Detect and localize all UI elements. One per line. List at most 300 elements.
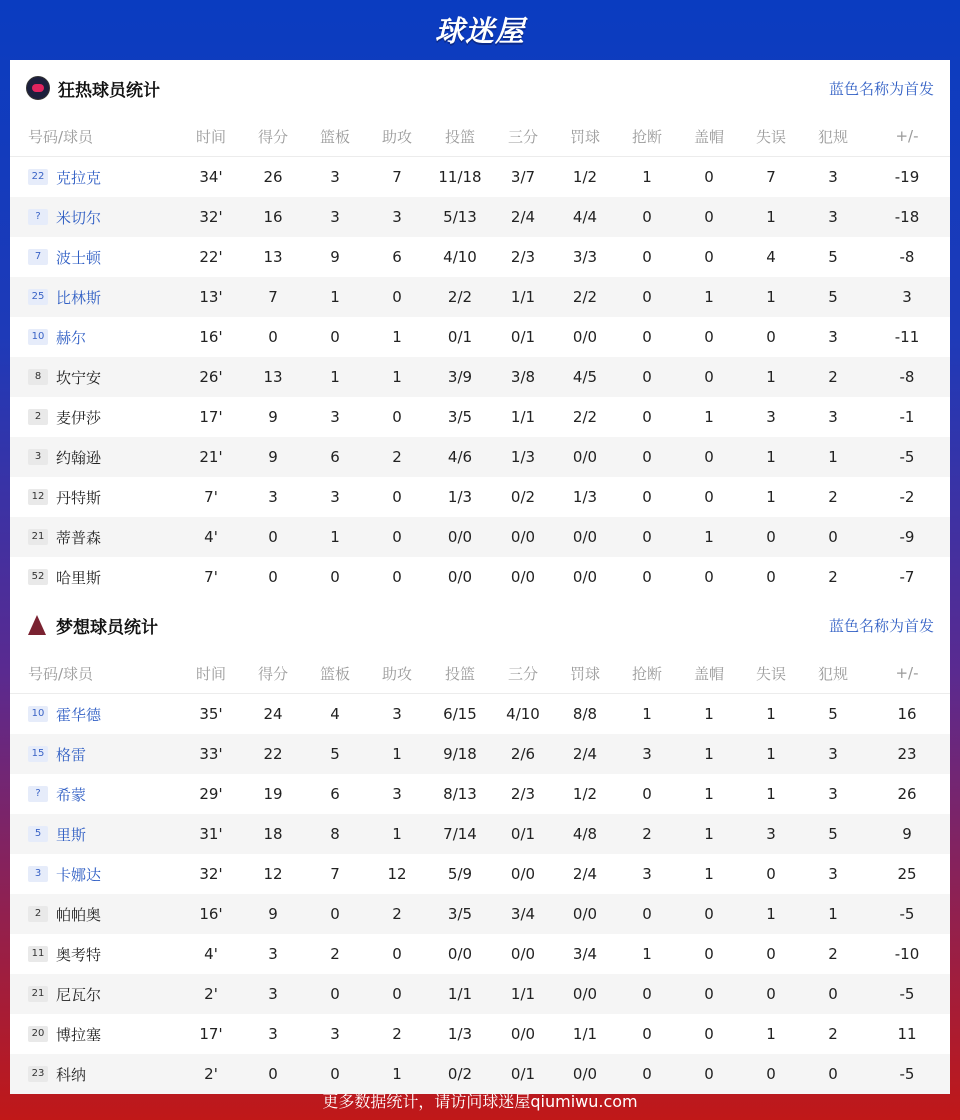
stat-fg: 11/18 (438, 168, 482, 186)
table-row (10, 854, 950, 894)
stat-steals: 0 (642, 408, 652, 426)
table-header-row (10, 653, 950, 694)
footer-promo-text: 更多数据统计，请访问球迷屋qiumiwu.com (322, 1091, 638, 1111)
stat-plus-minus: 9 (902, 825, 912, 843)
stat-turnovers: 0 (766, 528, 776, 546)
stat-3pt: 0/1 (510, 328, 536, 346)
stat-turnovers: 3 (766, 408, 776, 426)
stat-3pt: 1/3 (510, 448, 536, 466)
table-row (10, 237, 950, 277)
stat-steals: 0 (642, 985, 652, 1003)
jersey-number-badge: 10 (28, 329, 48, 345)
player-cell (10, 527, 180, 548)
player-cell (10, 407, 180, 428)
stat-minutes: 31' (199, 825, 223, 843)
stat-fg: 9/18 (443, 745, 477, 763)
stat-points: 9 (268, 905, 278, 923)
player-cell (10, 287, 180, 308)
stat-points: 3 (268, 1025, 278, 1043)
jersey-number-badge: 2 (28, 409, 48, 425)
stat-ft: 0/0 (572, 985, 598, 1003)
stat-minutes: 4' (204, 945, 218, 963)
stat-minutes: 4' (204, 528, 218, 546)
stat-fouls: 3 (828, 208, 838, 226)
player-name[interactable]: 波士顿 (56, 248, 102, 267)
stat-rebounds: 1 (330, 288, 340, 306)
stat-minutes: 16' (199, 905, 223, 923)
table-row (10, 814, 950, 854)
player-cell (10, 567, 180, 588)
stat-plus-minus: -7 (899, 568, 915, 586)
stat-rebounds: 7 (330, 865, 340, 883)
stat-fouls: 1 (828, 905, 838, 923)
col-header-plus-minus: +/- (895, 127, 919, 145)
jersey-number-badge: ? (28, 209, 48, 225)
starter-legend-note: 蓝色名称为首发 (828, 616, 934, 635)
stat-3pt: 2/3 (510, 248, 536, 266)
jersey-number-badge: 11 (28, 946, 48, 962)
player-name[interactable]: 霍华德 (56, 705, 102, 724)
jersey-number-badge: 7 (28, 249, 48, 265)
player-cell (10, 327, 180, 348)
player-rows (10, 157, 950, 597)
player-cell (10, 367, 180, 388)
stat-steals: 0 (642, 785, 652, 803)
table-row (10, 477, 950, 517)
stat-minutes: 33' (199, 745, 223, 763)
stat-steals: 0 (642, 328, 652, 346)
stat-points: 0 (268, 328, 278, 346)
starter-legend-note: 蓝色名称为首发 (828, 79, 934, 98)
col-header-3pt: 三分 (507, 664, 538, 683)
stat-assists: 12 (387, 865, 407, 883)
stat-steals: 2 (642, 825, 652, 843)
stat-ft: 4/5 (572, 368, 598, 386)
stat-fouls: 3 (828, 785, 838, 803)
stat-fouls: 2 (828, 945, 838, 963)
stat-assists: 3 (392, 208, 402, 226)
player-name[interactable]: 希蒙 (56, 785, 87, 804)
jersey-number-badge: 8 (28, 369, 48, 385)
col-header-fouls: 犯规 (817, 664, 848, 683)
brand-header (0, 0, 960, 58)
brand-logo-text: 球迷屋 (434, 13, 525, 48)
stat-blocks: 1 (704, 528, 714, 546)
jersey-number-badge: 20 (28, 1026, 48, 1042)
stat-blocks: 0 (704, 985, 714, 1003)
stat-fouls: 5 (828, 248, 838, 266)
stat-blocks: 1 (704, 745, 714, 763)
stat-blocks: 0 (704, 328, 714, 346)
stat-steals: 0 (642, 208, 652, 226)
stat-minutes: 2' (204, 985, 218, 1003)
stat-plus-minus: -19 (894, 168, 920, 186)
stat-minutes: 16' (199, 328, 223, 346)
stat-fouls: 2 (828, 368, 838, 386)
stat-points: 13 (263, 368, 283, 386)
table-row (10, 557, 950, 597)
stat-fouls: 3 (828, 168, 838, 186)
stat-3pt: 0/0 (510, 1025, 536, 1043)
jersey-number-badge: 21 (28, 986, 48, 1002)
stat-fg: 2/2 (447, 288, 473, 306)
stat-minutes: 26' (199, 368, 223, 386)
player-rows (10, 694, 950, 1094)
stat-blocks: 1 (704, 825, 714, 843)
col-header-rebounds: 篮板 (319, 127, 350, 146)
stat-assists: 0 (392, 288, 402, 306)
player-name[interactable]: 卡娜达 (56, 865, 102, 884)
player-name[interactable]: 米切尔 (56, 208, 102, 227)
stat-plus-minus: -5 (899, 448, 915, 466)
player-name[interactable]: 比林斯 (56, 288, 102, 307)
player-name[interactable]: 格雷 (56, 745, 87, 764)
stat-plus-minus: 25 (897, 865, 917, 883)
player-cell (10, 447, 180, 468)
stat-plus-minus: 16 (897, 705, 917, 723)
stat-3pt: 3/7 (510, 168, 536, 186)
stat-ft: 4/4 (572, 208, 598, 226)
stat-rebounds: 6 (330, 448, 340, 466)
stat-points: 22 (263, 745, 283, 763)
table-row (10, 197, 950, 237)
stat-blocks: 0 (704, 208, 714, 226)
table-header-row (10, 116, 950, 157)
team-stats-title: 梦想球员统计 (56, 617, 158, 638)
stat-fouls: 3 (828, 745, 838, 763)
col-header-3pt: 三分 (507, 127, 538, 146)
stat-blocks: 1 (704, 865, 714, 883)
stat-turnovers: 4 (766, 248, 776, 266)
col-header-plus-minus: +/- (895, 664, 919, 682)
stat-rebounds: 0 (330, 568, 340, 586)
stat-fg: 3/5 (447, 905, 473, 923)
stat-assists: 1 (392, 825, 402, 843)
stat-steals: 1 (642, 168, 652, 186)
stat-steals: 0 (642, 248, 652, 266)
stat-turnovers: 1 (766, 1025, 776, 1043)
stat-fg: 4/10 (443, 248, 477, 266)
stat-steals: 1 (642, 705, 652, 723)
stat-minutes: 32' (199, 865, 223, 883)
stat-ft: 1/1 (572, 1025, 598, 1043)
table-row (10, 934, 950, 974)
player-name[interactable]: 赫尔 (56, 328, 87, 347)
stat-points: 0 (268, 528, 278, 546)
stat-points: 3 (268, 945, 278, 963)
stat-fouls: 2 (828, 1025, 838, 1043)
table-row (10, 734, 950, 774)
team-stats-table-fever (10, 116, 950, 597)
table-row (10, 1014, 950, 1054)
player-name: 帕帕奥 (56, 905, 102, 924)
jersey-number-badge: 15 (28, 746, 48, 762)
stat-rebounds: 8 (330, 825, 340, 843)
jersey-number-badge: 10 (28, 706, 48, 722)
stat-points: 12 (263, 865, 283, 883)
team-title-group (26, 76, 160, 101)
stat-assists: 0 (392, 408, 402, 426)
table-row (10, 774, 950, 814)
stat-fouls: 5 (828, 705, 838, 723)
stat-assists: 2 (392, 1025, 402, 1043)
player-name: 科纳 (56, 1065, 87, 1084)
col-header-assists: 助攻 (381, 127, 412, 146)
stat-assists: 3 (392, 785, 402, 803)
stat-fg: 5/9 (447, 865, 473, 883)
stat-ft: 4/8 (572, 825, 598, 843)
stat-points: 19 (263, 785, 283, 803)
stat-3pt: 3/4 (510, 905, 536, 923)
stat-turnovers: 1 (766, 288, 776, 306)
stat-plus-minus: -5 (899, 985, 915, 1003)
player-name: 博拉塞 (56, 1025, 102, 1044)
stat-ft: 0/0 (572, 1065, 598, 1083)
stat-fg: 0/0 (447, 568, 473, 586)
stat-blocks: 0 (704, 488, 714, 506)
table-row (10, 317, 950, 357)
col-header-blocks: 盖帽 (693, 127, 724, 146)
stat-ft: 0/0 (572, 448, 598, 466)
stat-fg: 0/0 (447, 945, 473, 963)
stat-ft: 2/2 (572, 408, 598, 426)
jersey-number-badge: 22 (28, 169, 48, 185)
stat-minutes: 21' (199, 448, 223, 466)
stat-fg: 6/15 (443, 705, 477, 723)
stat-assists: 1 (392, 745, 402, 763)
stat-assists: 1 (392, 1065, 402, 1083)
stat-3pt: 2/3 (510, 785, 536, 803)
stat-turnovers: 0 (766, 328, 776, 346)
stat-3pt: 0/1 (510, 825, 536, 843)
player-name: 蒂普森 (56, 528, 102, 547)
stat-ft: 2/4 (572, 865, 598, 883)
col-header-fouls: 犯规 (817, 127, 848, 146)
stat-fg: 0/2 (447, 1065, 473, 1083)
stat-minutes: 34' (199, 168, 223, 186)
stat-turnovers: 3 (766, 825, 776, 843)
player-name[interactable]: 克拉克 (56, 168, 102, 187)
player-name: 麦伊莎 (56, 408, 102, 427)
stat-points: 0 (268, 1065, 278, 1083)
player-cell (10, 1024, 180, 1045)
stat-fg: 3/5 (447, 408, 473, 426)
stat-blocks: 0 (704, 168, 714, 186)
stat-assists: 6 (392, 248, 402, 266)
jersey-number-badge: 2 (28, 906, 48, 922)
player-cell (10, 167, 180, 188)
stat-points: 9 (268, 408, 278, 426)
stat-steals: 0 (642, 488, 652, 506)
col-header-steals: 抢断 (631, 127, 662, 146)
stat-plus-minus: -9 (899, 528, 915, 546)
stat-ft: 8/8 (572, 705, 598, 723)
jersey-number-badge: 23 (28, 1066, 48, 1082)
stat-fouls: 5 (828, 288, 838, 306)
stat-fouls: 3 (828, 408, 838, 426)
stat-plus-minus: 23 (897, 745, 917, 763)
stat-steals: 0 (642, 448, 652, 466)
stat-rebounds: 3 (330, 408, 340, 426)
stat-assists: 1 (392, 328, 402, 346)
stat-3pt: 0/0 (510, 568, 536, 586)
stat-fg: 5/13 (443, 208, 477, 226)
stat-blocks: 0 (704, 568, 714, 586)
stat-fouls: 5 (828, 825, 838, 843)
stat-turnovers: 0 (766, 865, 776, 883)
stat-steals: 3 (642, 745, 652, 763)
stat-steals: 0 (642, 288, 652, 306)
stat-3pt: 0/0 (510, 865, 536, 883)
jersey-number-badge: 3 (28, 449, 48, 465)
col-header-points: 得分 (257, 127, 288, 146)
table-row (10, 974, 950, 1014)
stat-3pt: 0/2 (510, 488, 536, 506)
table-row (10, 517, 950, 557)
table-row (10, 694, 950, 734)
stat-rebounds: 6 (330, 785, 340, 803)
stat-plus-minus: -8 (899, 248, 915, 266)
stat-minutes: 35' (199, 705, 223, 723)
stat-fouls: 0 (828, 1065, 838, 1083)
stat-fouls: 2 (828, 488, 838, 506)
player-name: 奥考特 (56, 945, 102, 964)
stat-rebounds: 3 (330, 1025, 340, 1043)
stat-3pt: 1/1 (510, 408, 536, 426)
player-cell (10, 864, 180, 885)
stat-rebounds: 1 (330, 528, 340, 546)
stat-plus-minus: -11 (894, 328, 920, 346)
col-header-fg: 投篮 (444, 664, 475, 683)
stat-minutes: 2' (204, 1065, 218, 1083)
table-row (10, 894, 950, 934)
player-name: 尼瓦尔 (56, 985, 102, 1004)
stat-assists: 3 (392, 705, 402, 723)
stat-plus-minus: -8 (899, 368, 915, 386)
stat-steals: 0 (642, 568, 652, 586)
stat-rebounds: 9 (330, 248, 340, 266)
stat-points: 18 (263, 825, 283, 843)
player-name: 坎宁安 (56, 368, 102, 387)
player-name: 哈里斯 (56, 568, 102, 587)
col-header-turnovers: 失误 (755, 127, 786, 146)
stat-ft: 1/2 (572, 168, 598, 186)
stat-blocks: 0 (704, 448, 714, 466)
jersey-number-badge: 25 (28, 289, 48, 305)
stat-plus-minus: -5 (899, 1065, 915, 1083)
fever-team-logo-icon (26, 76, 50, 100)
stat-turnovers: 0 (766, 985, 776, 1003)
col-header-steals: 抢断 (631, 664, 662, 683)
stat-fg: 3/9 (447, 368, 473, 386)
stat-points: 7 (268, 288, 278, 306)
team-title-group (26, 613, 158, 638)
stat-rebounds: 0 (330, 905, 340, 923)
stat-plus-minus: -10 (894, 945, 920, 963)
col-header-minutes: 时间 (195, 127, 226, 146)
col-header-minutes: 时间 (195, 664, 226, 683)
stat-ft: 0/0 (572, 528, 598, 546)
stat-assists: 0 (392, 528, 402, 546)
stat-rebounds: 1 (330, 368, 340, 386)
stat-blocks: 0 (704, 905, 714, 923)
stat-steals: 0 (642, 528, 652, 546)
stat-rebounds: 2 (330, 945, 340, 963)
col-header-player: 号码/球员 (28, 664, 94, 683)
stat-fg: 4/6 (447, 448, 473, 466)
stat-ft: 3/3 (572, 248, 598, 266)
stat-ft: 0/0 (572, 568, 598, 586)
stat-points: 3 (268, 985, 278, 1003)
stats-card (10, 60, 950, 1084)
stat-points: 24 (263, 705, 283, 723)
col-header-fg: 投篮 (444, 127, 475, 146)
stat-points: 16 (263, 208, 283, 226)
stat-blocks: 0 (704, 368, 714, 386)
stat-fg: 8/13 (443, 785, 477, 803)
stat-rebounds: 0 (330, 328, 340, 346)
col-header-ft: 罚球 (569, 127, 600, 146)
stat-fouls: 1 (828, 448, 838, 466)
col-header-ft: 罚球 (569, 664, 600, 683)
stat-steals: 0 (642, 1025, 652, 1043)
stat-turnovers: 1 (766, 745, 776, 763)
player-name: 约翰逊 (56, 448, 102, 467)
stat-steals: 0 (642, 368, 652, 386)
stat-steals: 0 (642, 905, 652, 923)
player-cell (10, 984, 180, 1005)
stat-minutes: 22' (199, 248, 223, 266)
stat-assists: 0 (392, 568, 402, 586)
player-cell (10, 487, 180, 508)
stat-turnovers: 1 (766, 488, 776, 506)
stat-steals: 3 (642, 865, 652, 883)
col-header-player: 号码/球员 (28, 127, 94, 146)
stat-blocks: 0 (704, 248, 714, 266)
stat-steals: 1 (642, 945, 652, 963)
stat-3pt: 1/1 (510, 985, 536, 1003)
stat-plus-minus: -2 (899, 488, 915, 506)
stat-assists: 2 (392, 905, 402, 923)
stat-minutes: 17' (199, 1025, 223, 1043)
stat-fg: 0/1 (447, 328, 473, 346)
jersey-number-badge: 21 (28, 529, 48, 545)
stat-fouls: 0 (828, 985, 838, 1003)
player-name[interactable]: 里斯 (56, 825, 87, 844)
stat-turnovers: 1 (766, 785, 776, 803)
stat-3pt: 2/6 (510, 745, 536, 763)
stat-blocks: 0 (704, 945, 714, 963)
stat-ft: 0/0 (572, 328, 598, 346)
stat-rebounds: 5 (330, 745, 340, 763)
col-header-rebounds: 篮板 (319, 664, 350, 683)
stat-assists: 0 (392, 985, 402, 1003)
stat-turnovers: 1 (766, 705, 776, 723)
stat-turnovers: 0 (766, 568, 776, 586)
table-row (10, 277, 950, 317)
stat-3pt: 3/8 (510, 368, 536, 386)
stat-points: 3 (268, 488, 278, 506)
stat-fouls: 3 (828, 865, 838, 883)
stat-assists: 7 (392, 168, 402, 186)
stat-minutes: 7' (204, 568, 218, 586)
stat-fouls: 0 (828, 528, 838, 546)
player-cell (10, 247, 180, 268)
stat-rebounds: 0 (330, 985, 340, 1003)
table-row (10, 157, 950, 197)
stat-ft: 2/2 (572, 288, 598, 306)
team-section-header-fever (10, 60, 950, 116)
